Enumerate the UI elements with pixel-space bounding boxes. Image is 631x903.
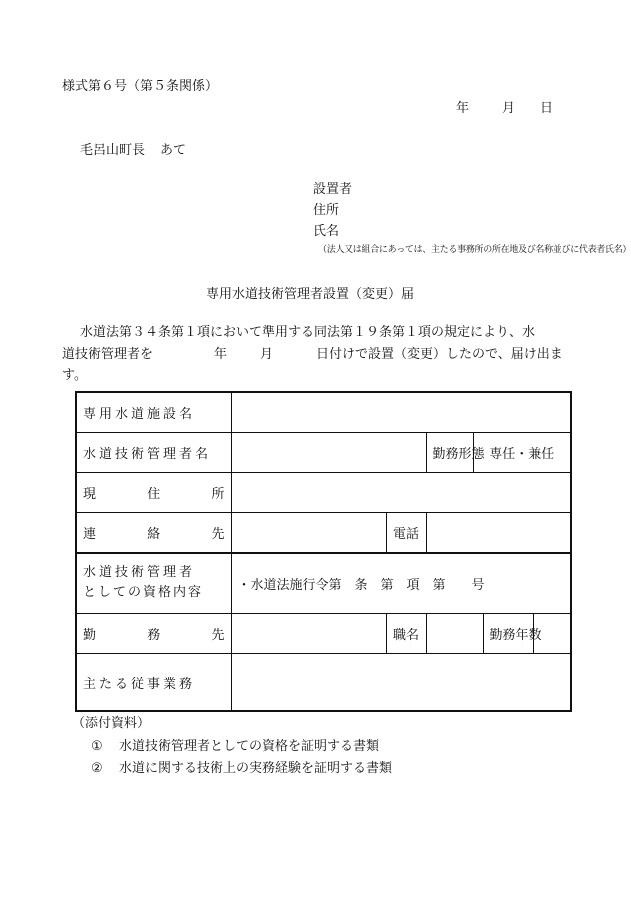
address-label-char-1: 現: [83, 487, 97, 503]
applicant-name-label: 氏名: [313, 224, 340, 239]
body-line-2-month: 月: [260, 347, 274, 362]
body-line-2: [62, 347, 563, 362]
contact-label-char-2: 絡: [147, 527, 161, 543]
manager-name-label: 水道技術管理者名: [76, 432, 231, 472]
workplace-label-char-3: 先: [211, 628, 225, 643]
body-line-2-end: 日付けで設置（変更）したので、届け出ま: [316, 347, 563, 362]
contact-label: [76, 513, 231, 553]
date-day: 日: [540, 101, 554, 116]
recipient-suffix: あて: [160, 143, 187, 158]
main-work-field[interactable]: [231, 654, 571, 711]
form-label: 様式第６号（第５条関係）: [62, 79, 219, 94]
date-month: 月: [502, 101, 516, 116]
qualification-label-line-2: としての資格内容: [83, 585, 204, 601]
body-line-3: す。: [62, 368, 87, 383]
body-line-2-year: 年: [214, 347, 228, 362]
attachment-number: ①: [91, 739, 103, 754]
phone-field[interactable]: [426, 513, 571, 553]
row-qualification: [76, 553, 571, 613]
workplace-label-char-1: 勤: [83, 628, 97, 643]
date-year: 年: [456, 101, 470, 116]
row-manager-name: [76, 432, 571, 472]
row-workplace: [76, 613, 571, 653]
applicant-note: （法人又は組合にあっては、主たる事務所の所在地及び名称並びに代表者氏名）: [318, 245, 631, 255]
position-label: 職名: [386, 613, 426, 653]
facility-name-label: 専用水道施設名: [76, 392, 231, 432]
years-label: 勤務年数: [483, 613, 533, 653]
address-field[interactable]: [231, 473, 571, 513]
main-work-label: 主たる従事業務: [76, 654, 231, 711]
qualification-label-line-1: 水道技術管理者: [83, 565, 196, 581]
address-label: [76, 473, 231, 513]
workplace-label: [76, 613, 231, 653]
attachment-text: 水道技術管理者としての資格を証明する書類: [119, 739, 380, 754]
phone-label: 電話: [386, 513, 426, 553]
contact-label-char-3: 先: [211, 527, 225, 543]
attachments-title: （添付資料）: [72, 716, 151, 731]
body-line-2-start: 道技術管理者を: [62, 347, 154, 362]
workplace-label-char-2: 務: [147, 628, 161, 643]
recipient-name: 毛呂山町長: [80, 143, 146, 158]
work-type-value[interactable]: 専任・兼任: [473, 432, 571, 472]
workplace-field[interactable]: [231, 613, 386, 653]
document-title: 専用水道技術管理者設置（変更）届: [206, 287, 415, 302]
body-line-1: 水道法第３４条第１項において準用する同法第１９条第１項の規定により、水: [80, 325, 536, 340]
row-contact: [76, 513, 571, 553]
row-facility-name: [76, 392, 571, 432]
address-label-char-2: 住: [147, 487, 161, 503]
facility-name-field[interactable]: [231, 392, 571, 432]
manager-name-field[interactable]: [231, 432, 426, 472]
applicant-setter-label: 設置者: [313, 182, 353, 197]
contact-field[interactable]: [231, 513, 386, 553]
contact-label-char-1: 連: [83, 527, 97, 543]
qualification-field[interactable]: ・水道法施行令第 条 第 項 第 号: [231, 553, 571, 613]
position-field[interactable]: [426, 613, 483, 653]
row-address: [76, 473, 571, 513]
attachment-number: ②: [91, 761, 103, 776]
applicant-address-label: 住所: [313, 203, 340, 218]
qualification-label: [76, 553, 231, 613]
address-label-char-3: 所: [211, 487, 225, 503]
row-main-work: [76, 654, 571, 711]
work-type-label: 勤務形態: [426, 432, 473, 472]
attachment-text: 水道に関する技術上の実務経験を証明する書類: [119, 761, 393, 776]
registration-form-table: [75, 391, 572, 712]
